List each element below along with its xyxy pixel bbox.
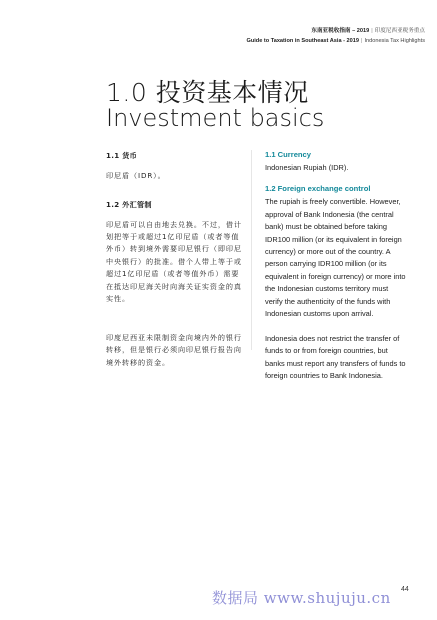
heading-fx-control-cn: 1.2 外汇管制: [106, 200, 152, 209]
header-en-title: Guide to Taxation in Southeast Asia - 2019: [246, 38, 359, 44]
heading-currency-cn: 1.1 货币: [106, 151, 138, 160]
english-column: [265, 150, 407, 382]
running-header: [246, 26, 425, 46]
section-title-cn: 1.0 投资基本情况: [106, 78, 309, 107]
currency-text-en: Indonesian Rupiah (IDR).: [265, 163, 349, 172]
chinese-column: [106, 150, 244, 376]
fx-control-para1-en: The rupiah is freely convertible. However, approval of Bank Indonesia (the central bank) must be obtained before taking IDR100 million (or its equivalent in foreign currency) or more out of the country. A person carrying IDR100 million (or its equivalent in foreign currency) or more into the Indonesian customs territory must verify the authenticity of the funds with Indonesian customs upon arrival.: [265, 197, 406, 319]
heading-currency-en: 1.1 Currency: [265, 150, 312, 159]
header-separator: |: [361, 38, 363, 44]
header-cn-subtitle: 印度尼西亚税务重点: [374, 28, 425, 34]
section-title-en: Investment basics: [106, 104, 325, 132]
fx-control-para2-en: Indonesia does not restrict the transfer of funds to or from foreign countries, but banks must report any transfers of funds to foreign countries to Bank Indonesia.: [265, 333, 406, 381]
header-en-line: [246, 36, 425, 46]
page-number: 44: [401, 586, 409, 593]
currency-text-cn: 印尼盾（IDR）。: [106, 170, 166, 180]
watermark: 数据局 www.shujuju.cn: [212, 589, 391, 607]
header-cn-title: 东南亚税收指南 – 2019: [311, 28, 370, 34]
column-divider: [251, 150, 252, 350]
header-en-subtitle: Indonesia Tax Highlights: [364, 38, 425, 44]
heading-fx-control-en: 1.2 Foreign exchange control: [265, 184, 371, 194]
header-cn-line: [246, 26, 425, 36]
fx-control-para2-cn: 印度尼西亚未限制资金向境内外的银行转移，但是银行必须向印尼银行报告向境外转移的资金。: [106, 332, 242, 367]
header-separator: |: [371, 28, 373, 34]
fx-control-para1-cn: 印尼盾可以自由地去兑换。不过，借计划把等于或超过1亿印尼盾（或者等值外币）转到境外需要印尼银行（即印尼中央银行）的批准。借个人带上等于或超过1亿印尼盾（或者等值外币）需要在抵达印尼海关时向海关证实资金的真实性。: [106, 219, 242, 303]
